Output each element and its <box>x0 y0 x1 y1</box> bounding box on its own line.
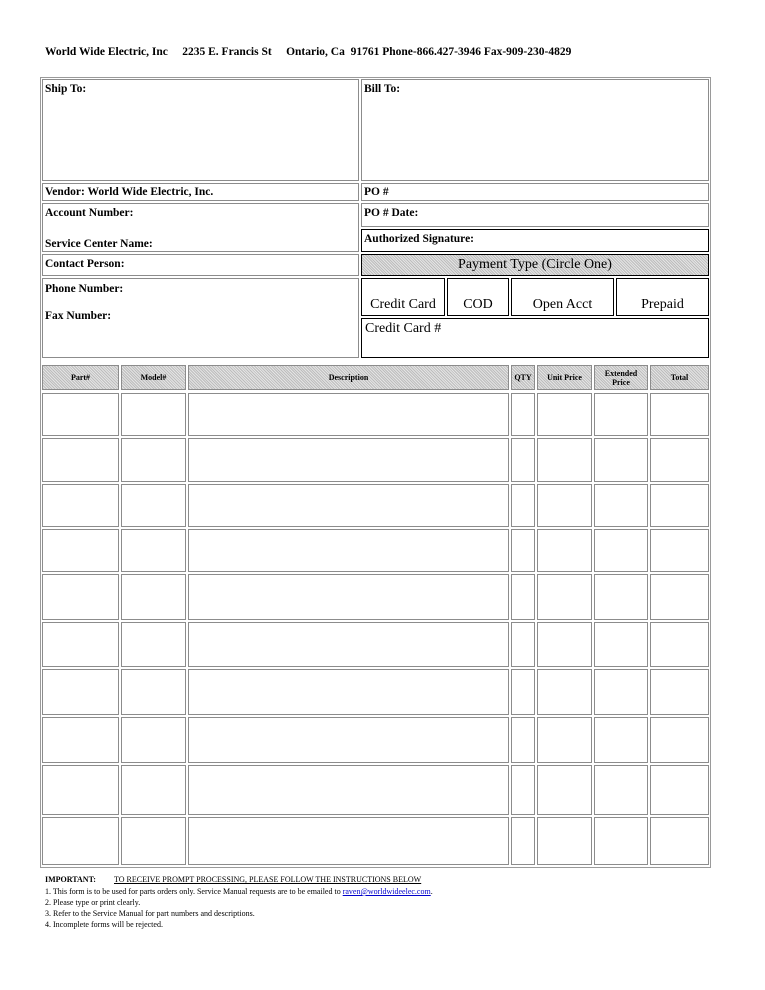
company-name: World Wide Electric, Inc <box>45 46 168 58</box>
po-number-box[interactable] <box>361 183 709 201</box>
payment-option-label: Credit Card <box>370 297 436 312</box>
payment-type-label: Payment Type (Circle One) <box>458 257 612 272</box>
contact-person-label: Contact Person: <box>45 258 125 270</box>
po-number-label: PO # <box>364 186 389 198</box>
payment-option-open-acct[interactable] <box>511 278 614 316</box>
cell-model[interactable] <box>121 765 186 815</box>
col-header-label: Part# <box>70 373 91 382</box>
cell-qty[interactable] <box>511 622 535 667</box>
important-label: IMPORTANT: <box>45 875 96 884</box>
col-header-label: Description <box>328 373 369 382</box>
authorized-signature-box[interactable] <box>361 229 709 252</box>
cell-qty[interactable] <box>511 393 535 436</box>
cell-model[interactable] <box>121 669 186 715</box>
cell-description[interactable] <box>188 717 509 763</box>
cell-extended-price[interactable] <box>594 393 648 436</box>
col-header-part <box>42 365 119 390</box>
cell-total[interactable] <box>650 717 709 763</box>
cell-unit-price[interactable] <box>537 765 592 815</box>
cell-part[interactable] <box>42 717 119 763</box>
payment-option-label: COD <box>463 297 493 312</box>
cell-qty[interactable] <box>511 484 535 527</box>
cell-total[interactable] <box>650 622 709 667</box>
payment-option-cod[interactable] <box>447 278 509 316</box>
instruction-3: 3. Refer to the Service Manual for part numbers and descriptions. <box>45 909 255 918</box>
cell-unit-price[interactable] <box>537 393 592 436</box>
cell-model[interactable] <box>121 393 186 436</box>
company-city: Ontario, Ca 91761 <box>286 46 380 58</box>
cell-total[interactable] <box>650 484 709 527</box>
cell-description[interactable] <box>188 529 509 572</box>
instruction-4: 4. Incomplete forms will be rejected. <box>45 920 163 929</box>
cell-unit-price[interactable] <box>537 574 592 620</box>
cell-part[interactable] <box>42 817 119 865</box>
credit-card-label: Credit Card # <box>365 321 442 336</box>
cell-description[interactable] <box>188 669 509 715</box>
cell-model[interactable] <box>121 484 186 527</box>
instructions-heading-line <box>45 875 421 884</box>
cell-part[interactable] <box>42 669 119 715</box>
cell-part[interactable] <box>42 765 119 815</box>
company-header <box>45 46 571 58</box>
cell-part[interactable] <box>42 438 119 482</box>
cell-qty[interactable] <box>511 529 535 572</box>
col-header-label: QTY <box>514 373 532 382</box>
account-number-label: Account Number: <box>45 207 134 219</box>
col-header-label: Model# <box>140 373 167 382</box>
cell-description[interactable] <box>188 622 509 667</box>
cell-qty[interactable] <box>511 765 535 815</box>
instruction-1-suffix: . <box>430 887 433 896</box>
cell-extended-price[interactable] <box>594 765 648 815</box>
col-header-label: Extended Price <box>604 368 638 387</box>
cell-extended-price[interactable] <box>594 622 648 667</box>
cell-unit-price[interactable] <box>537 438 592 482</box>
phone-number-label: Phone Number: <box>45 283 124 295</box>
cell-qty[interactable] <box>511 669 535 715</box>
fax-number-label: Fax Number: <box>45 310 112 322</box>
cell-extended-price[interactable] <box>594 529 648 572</box>
ship-to-box[interactable] <box>42 79 359 181</box>
cell-extended-price[interactable] <box>594 669 648 715</box>
cell-qty[interactable] <box>511 574 535 620</box>
cell-qty[interactable] <box>511 717 535 763</box>
cell-total[interactable] <box>650 529 709 572</box>
cell-total[interactable] <box>650 817 709 865</box>
col-header-description <box>188 365 509 390</box>
instruction-1-text: 1. This form is to be used for parts orders only. Service Manual requests are to be emailed to <box>45 887 341 896</box>
phone-fax-box[interactable] <box>42 278 359 358</box>
credit-card-box[interactable] <box>361 318 709 358</box>
ship-to-label: Ship To: <box>45 83 87 95</box>
cell-total[interactable] <box>650 765 709 815</box>
payment-option-label: Prepaid <box>641 297 684 312</box>
cell-part[interactable] <box>42 529 119 572</box>
cell-unit-price[interactable] <box>537 622 592 667</box>
cell-description[interactable] <box>188 393 509 436</box>
cell-unit-price[interactable] <box>537 817 592 865</box>
cell-total[interactable] <box>650 574 709 620</box>
cell-unit-price[interactable] <box>537 717 592 763</box>
cell-description[interactable] <box>188 484 509 527</box>
cell-total[interactable] <box>650 393 709 436</box>
cell-description[interactable] <box>188 765 509 815</box>
cell-unit-price[interactable] <box>537 484 592 527</box>
cell-extended-price[interactable] <box>594 574 648 620</box>
po-date-label: PO # Date: <box>364 207 419 219</box>
cell-model[interactable] <box>121 438 186 482</box>
cell-part[interactable] <box>42 393 119 436</box>
payment-type-header <box>361 254 709 276</box>
cell-part[interactable] <box>42 484 119 527</box>
cell-unit-price[interactable] <box>537 669 592 715</box>
email-link[interactable]: raven@worldwideelec.com <box>342 887 431 896</box>
cell-description[interactable] <box>188 574 509 620</box>
cell-part[interactable] <box>42 622 119 667</box>
payment-option-prepaid[interactable] <box>616 278 709 316</box>
instructions-heading: TO RECEIVE PROMPT PROCESSING, PLEASE FOLLOW THE INSTRUCTIONS BELOW <box>113 875 422 884</box>
cell-qty[interactable] <box>511 817 535 865</box>
instruction-1 <box>45 887 433 896</box>
cell-extended-price[interactable] <box>594 484 648 527</box>
col-header-label: Unit Price <box>547 373 582 382</box>
account-box[interactable] <box>42 203 359 252</box>
company-address: 2235 E. Francis St <box>182 46 272 58</box>
cell-qty[interactable] <box>511 438 535 482</box>
vendor-box <box>42 183 359 201</box>
service-center-label: Service Center Name: <box>45 238 153 250</box>
col-header-unit-price <box>537 365 592 390</box>
col-header-model <box>121 365 186 390</box>
cell-description[interactable] <box>188 438 509 482</box>
cell-part[interactable] <box>42 574 119 620</box>
payment-option-credit-card[interactable] <box>361 278 445 316</box>
po-date-box[interactable] <box>361 203 709 227</box>
authorized-signature-label: Authorized Signature: <box>364 233 474 245</box>
contact-box[interactable] <box>42 254 359 276</box>
cell-model[interactable] <box>121 717 186 763</box>
cell-unit-price[interactable] <box>537 529 592 572</box>
payment-option-label: Open Acct <box>532 297 593 312</box>
cell-extended-price[interactable] <box>594 817 648 865</box>
vendor-label: Vendor: World Wide Electric, Inc. <box>45 186 214 198</box>
company-phone: Phone-866.427-3946 <box>382 46 481 58</box>
cell-description[interactable] <box>188 817 509 865</box>
cell-extended-price[interactable] <box>594 717 648 763</box>
instruction-2: 2. Please type or print clearly. <box>45 898 141 907</box>
cell-model[interactable] <box>121 622 186 667</box>
cell-model[interactable] <box>121 574 186 620</box>
cell-extended-price[interactable] <box>594 438 648 482</box>
col-header-qty <box>511 365 535 390</box>
cell-total[interactable] <box>650 669 709 715</box>
cell-total[interactable] <box>650 438 709 482</box>
cell-model[interactable] <box>121 817 186 865</box>
bill-to-label: Bill To: <box>364 83 401 95</box>
company-fax: Fax-909-230-4829 <box>483 46 572 58</box>
col-header-label: Total <box>670 373 689 382</box>
bill-to-box[interactable] <box>361 79 709 181</box>
col-header-extended-price <box>594 365 648 390</box>
col-header-total <box>650 365 709 390</box>
cell-model[interactable] <box>121 529 186 572</box>
